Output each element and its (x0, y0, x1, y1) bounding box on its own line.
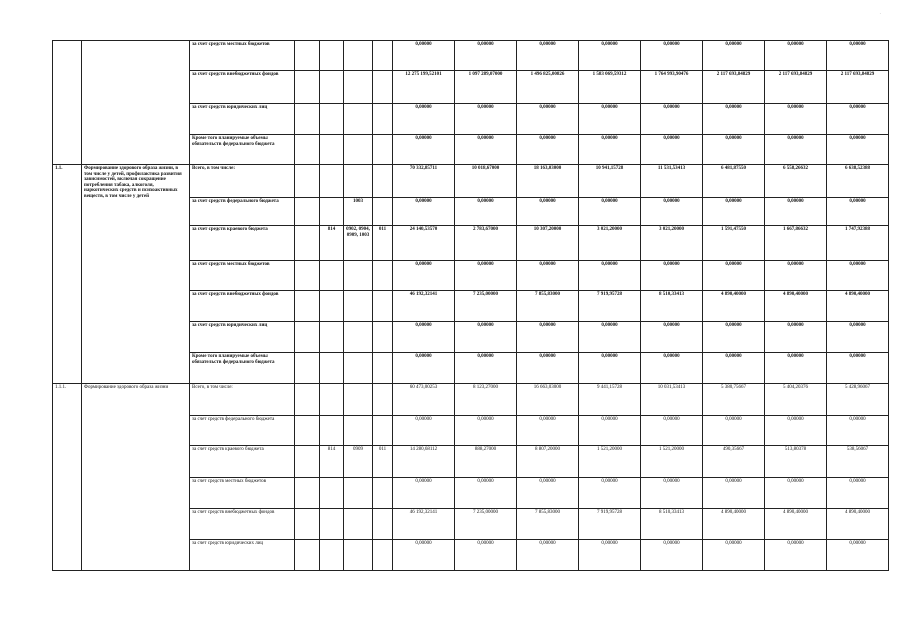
empty-code-cell (295, 540, 320, 571)
section-code-cell (344, 509, 373, 540)
amount-cell: 46 192,32141 (393, 291, 455, 322)
grbs-code-cell (320, 353, 344, 384)
amount-cell: 0,00000 (579, 353, 641, 384)
item-name-cell: Формирование здорового образа жизни, в том числе у детей, профилактика развития зависимостей, включая сокращение потребления табака, алкоголя, наркотических средств и психоактивных веществ, в том числе у детей (82, 165, 190, 384)
target-code-cell (373, 198, 393, 226)
page-corner-mark: · (879, 12, 881, 17)
amount-cell: 6 481,87550 (703, 165, 765, 198)
section-code-cell (344, 165, 373, 198)
item-name-cell: Формирование здорового образа жизни (82, 384, 190, 571)
amount-cell: 0,00000 (703, 416, 765, 446)
empty-code-cell (295, 322, 320, 353)
amount-cell: 7 919,95728 (579, 291, 641, 322)
grbs-code-cell (320, 322, 344, 353)
empty-code-cell (295, 509, 320, 540)
amount-cell: 0,00000 (641, 104, 703, 135)
empty-code-cell (295, 71, 320, 104)
amount-cell: 4 890,40000 (827, 509, 889, 540)
funding-source-cell: Кроме того планируемые объемы обязательств федерального бюджета (190, 353, 295, 384)
amount-cell: 2 117 693,84829 (765, 71, 827, 104)
amount-cell: 2 117 693,84829 (827, 71, 889, 104)
funding-source-cell: Всего, в том числе: (190, 384, 295, 416)
amount-cell: 0,00000 (517, 261, 579, 291)
target-code-cell (373, 104, 393, 135)
amount-cell: 6 558,26632 (765, 165, 827, 198)
amount-cell: 0,00000 (765, 478, 827, 509)
amount-cell: 490,35667 (703, 446, 765, 478)
amount-cell: 0,00000 (765, 416, 827, 446)
amount-cell: 5 404,20376 (765, 384, 827, 416)
amount-cell: 0,00000 (517, 104, 579, 135)
amount-cell: 0,00000 (765, 41, 827, 71)
funding-source-cell: Всего, в том числе: (190, 165, 295, 198)
amount-cell: 12 275 199,52101 (393, 71, 455, 104)
amount-cell: 0,00000 (517, 416, 579, 446)
amount-cell: 0,00000 (393, 198, 455, 226)
amount-cell: 0,00000 (765, 198, 827, 226)
grbs-code-cell (320, 540, 344, 571)
amount-cell: 10 307,20000 (517, 226, 579, 261)
amount-cell: 0,00000 (703, 41, 765, 71)
amount-cell: 0,00000 (517, 135, 579, 165)
amount-cell: 0,00000 (517, 478, 579, 509)
empty-code-cell (295, 384, 320, 416)
document-page (52, 40, 888, 571)
amount-cell: 14 280,68112 (393, 446, 455, 478)
section-code-cell (344, 71, 373, 104)
amount-cell: 0,00000 (455, 353, 517, 384)
amount-cell: 10 018,67000 (455, 165, 517, 198)
amount-cell: 1 097 289,07000 (455, 71, 517, 104)
amount-cell: 70 332,85711 (393, 165, 455, 198)
item-number-cell: 1.1. (53, 165, 82, 384)
amount-cell: 0,00000 (393, 540, 455, 571)
section-code-cell: 0909 (344, 446, 373, 478)
section-code-cell: 0902, 0904, 0909, 1003 (344, 226, 373, 261)
amount-cell: 0,00000 (455, 198, 517, 226)
empty-code-cell (295, 104, 320, 135)
amount-cell: 0,00000 (703, 261, 765, 291)
empty-code-cell (295, 353, 320, 384)
amount-cell: 6 638,52388 (827, 165, 889, 198)
amount-cell: 0,00000 (641, 41, 703, 71)
amount-cell: 0,00000 (579, 104, 641, 135)
amount-cell: 8 510,33413 (641, 509, 703, 540)
target-code-cell (373, 509, 393, 540)
grbs-code-cell: 814 (320, 446, 344, 478)
amount-cell: 46 192,32141 (393, 509, 455, 540)
amount-cell: 3 021,20000 (641, 226, 703, 261)
amount-cell: 0,00000 (703, 478, 765, 509)
amount-cell: 0,00000 (765, 104, 827, 135)
amount-cell: 0,00000 (455, 104, 517, 135)
amount-cell: 0,00000 (827, 135, 889, 165)
amount-cell: 0,00000 (703, 540, 765, 571)
amount-cell: 7 235,00000 (455, 291, 517, 322)
funding-source-cell: Кроме того планируемые объемы обязательств федерального бюджета (190, 135, 295, 165)
amount-cell: 0,00000 (827, 41, 889, 71)
amount-cell: 0,00000 (517, 540, 579, 571)
target-code-cell (373, 478, 393, 509)
amount-cell: 1 591,47550 (703, 226, 765, 261)
target-code-cell (373, 353, 393, 384)
empty-code-cell (295, 478, 320, 509)
amount-cell: 0,00000 (517, 198, 579, 226)
funding-source-cell: за счет средств краевого бюджета (190, 446, 295, 478)
amount-cell: 0,00000 (393, 261, 455, 291)
amount-cell: 0,00000 (703, 198, 765, 226)
target-code-cell (373, 135, 393, 165)
amount-cell: 0,00000 (827, 322, 889, 353)
amount-cell: 0,00000 (765, 135, 827, 165)
funding-source-cell: за счет средств юридических лиц (190, 104, 295, 135)
table-row (53, 165, 889, 198)
grbs-code-cell (320, 71, 344, 104)
section-code-cell (344, 540, 373, 571)
amount-cell: 0,00000 (827, 261, 889, 291)
amount-cell: 0,00000 (455, 322, 517, 353)
amount-cell: 0,00000 (641, 416, 703, 446)
amount-cell: 513,80378 (765, 446, 827, 478)
amount-cell: 0,00000 (641, 135, 703, 165)
amount-cell: 7 855,83000 (517, 509, 579, 540)
amount-cell: 0,00000 (765, 540, 827, 571)
amount-cell: 1 667,86632 (765, 226, 827, 261)
amount-cell: 8 510,33413 (641, 291, 703, 322)
funding-source-cell: за счет средств местных бюджетов (190, 478, 295, 509)
amount-cell: 0,00000 (765, 322, 827, 353)
amount-cell: 0,00000 (455, 261, 517, 291)
empty-code-cell (295, 446, 320, 478)
target-code-cell (373, 261, 393, 291)
amount-cell: 0,00000 (579, 416, 641, 446)
funding-source-cell: за счет средств юридических лиц (190, 540, 295, 571)
amount-cell: 0,00000 (703, 353, 765, 384)
amount-cell: 9 441,15728 (579, 384, 641, 416)
target-code-cell (373, 41, 393, 71)
section-code-cell (344, 135, 373, 165)
empty-code-cell (295, 416, 320, 446)
amount-cell: 0,00000 (827, 478, 889, 509)
funding-source-cell: за счет средств федерального бюджета (190, 416, 295, 446)
amount-cell: 1 496 825,00826 (517, 71, 579, 104)
amount-cell: 0,00000 (641, 540, 703, 571)
amount-cell: 2 117 693,84829 (703, 71, 765, 104)
amount-cell: 0,00000 (455, 135, 517, 165)
amount-cell: 0,00000 (455, 478, 517, 509)
amount-cell: 5 380,75667 (703, 384, 765, 416)
section-code-cell (344, 478, 373, 509)
grbs-code-cell (320, 41, 344, 71)
amount-cell: 0,00000 (827, 540, 889, 571)
empty-code-cell (295, 135, 320, 165)
table-row (53, 384, 889, 416)
amount-cell: 0,00000 (455, 41, 517, 71)
amount-cell: 0,00000 (641, 322, 703, 353)
grbs-code-cell (320, 384, 344, 416)
amount-cell: 1 764 993,90476 (641, 71, 703, 104)
section-code-cell (344, 291, 373, 322)
funding-source-cell: за счет средств юридических лиц (190, 322, 295, 353)
grbs-code-cell: 814 (320, 226, 344, 261)
section-code-cell (344, 104, 373, 135)
funding-source-cell: за счет средств местных бюджетов (190, 41, 295, 71)
amount-cell: 0,00000 (827, 104, 889, 135)
budget-table (52, 40, 889, 571)
target-code-cell: 011 (373, 226, 393, 261)
grbs-code-cell (320, 135, 344, 165)
amount-cell: 1 521,20000 (641, 446, 703, 478)
section-code-cell (344, 41, 373, 71)
funding-source-cell: за счет средств федерального бюджета (190, 198, 295, 226)
amount-cell: 1 747,92388 (827, 226, 889, 261)
amount-cell: 4 890,40000 (765, 509, 827, 540)
funding-source-cell: за счет средств внебюджетных фондов (190, 71, 295, 104)
empty-code-cell (295, 165, 320, 198)
empty-code-cell (295, 41, 320, 71)
target-code-cell (373, 384, 393, 416)
amount-cell: 538,56067 (827, 446, 889, 478)
funding-source-cell: за счет средств местных бюджетов (190, 261, 295, 291)
item-name-cell (82, 41, 190, 165)
amount-cell: 0,00000 (579, 540, 641, 571)
amount-cell: 0,00000 (579, 135, 641, 165)
amount-cell: 4 890,40000 (765, 291, 827, 322)
amount-cell: 5 428,96067 (827, 384, 889, 416)
amount-cell: 4 890,40000 (827, 291, 889, 322)
amount-cell: 24 140,53570 (393, 226, 455, 261)
amount-cell: 11 531,53413 (641, 165, 703, 198)
empty-code-cell (295, 261, 320, 291)
amount-cell: 0,00000 (765, 353, 827, 384)
amount-cell: 0,00000 (641, 261, 703, 291)
amount-cell: 0,00000 (393, 478, 455, 509)
grbs-code-cell (320, 291, 344, 322)
amount-cell: 3 021,20000 (579, 226, 641, 261)
amount-cell: 8 123,27000 (455, 384, 517, 416)
item-number-cell: 1.1.1. (53, 384, 82, 571)
amount-cell: 0,00000 (641, 478, 703, 509)
amount-cell: 0,00000 (579, 261, 641, 291)
section-code-cell (344, 353, 373, 384)
amount-cell: 16 663,03000 (517, 384, 579, 416)
amount-cell: 0,00000 (827, 198, 889, 226)
funding-source-cell: за счет средств краевого бюджета (190, 226, 295, 261)
amount-cell: 0,00000 (393, 41, 455, 71)
amount-cell: 0,00000 (517, 353, 579, 384)
section-code-cell (344, 322, 373, 353)
grbs-code-cell (320, 198, 344, 226)
amount-cell: 0,00000 (703, 104, 765, 135)
amount-cell: 888,27000 (455, 446, 517, 478)
table-row (53, 41, 889, 71)
section-code-cell: 1003 (344, 198, 373, 226)
empty-code-cell (295, 226, 320, 261)
grbs-code-cell (320, 261, 344, 291)
amount-cell: 0,00000 (393, 322, 455, 353)
target-code-cell: 011 (373, 446, 393, 478)
amount-cell: 0,00000 (579, 478, 641, 509)
amount-cell: 1 583 069,59312 (579, 71, 641, 104)
amount-cell: 0,00000 (517, 41, 579, 71)
amount-cell: 0,00000 (393, 135, 455, 165)
amount-cell: 7 855,83000 (517, 291, 579, 322)
amount-cell: 18 163,03000 (517, 165, 579, 198)
amount-cell: 2 783,67000 (455, 226, 517, 261)
target-code-cell (373, 165, 393, 198)
amount-cell: 7 235,00000 (455, 509, 517, 540)
target-code-cell (373, 322, 393, 353)
amount-cell: 0,00000 (827, 353, 889, 384)
amount-cell: 7 919,95728 (579, 509, 641, 540)
amount-cell: 0,00000 (827, 416, 889, 446)
empty-code-cell (295, 291, 320, 322)
amount-cell: 4 890,40000 (703, 291, 765, 322)
amount-cell: 0,00000 (393, 104, 455, 135)
target-code-cell (373, 291, 393, 322)
grbs-code-cell (320, 509, 344, 540)
amount-cell: 0,00000 (393, 416, 455, 446)
funding-source-cell: за счет средств внебюджетных фондов (190, 291, 295, 322)
amount-cell: 60 473,00253 (393, 384, 455, 416)
amount-cell: 0,00000 (641, 198, 703, 226)
amount-cell: 0,00000 (579, 41, 641, 71)
funding-source-cell: за счет средств внебюджетных фондов (190, 509, 295, 540)
empty-code-cell (295, 198, 320, 226)
item-number-cell (53, 41, 82, 165)
amount-cell: 0,00000 (703, 322, 765, 353)
target-code-cell (373, 540, 393, 571)
section-code-cell (344, 384, 373, 416)
amount-cell: 0,00000 (393, 353, 455, 384)
target-code-cell (373, 416, 393, 446)
amount-cell: 0,00000 (455, 540, 517, 571)
amount-cell: 0,00000 (517, 322, 579, 353)
amount-cell: 0,00000 (703, 135, 765, 165)
amount-cell: 0,00000 (455, 416, 517, 446)
amount-cell: 0,00000 (765, 261, 827, 291)
amount-cell: 10 941,15728 (579, 165, 641, 198)
amount-cell: 8 807,20000 (517, 446, 579, 478)
section-code-cell (344, 416, 373, 446)
amount-cell: 0,00000 (579, 322, 641, 353)
amount-cell: 0,00000 (641, 353, 703, 384)
grbs-code-cell (320, 478, 344, 509)
amount-cell: 4 890,40000 (703, 509, 765, 540)
amount-cell: 1 521,20000 (579, 446, 641, 478)
grbs-code-cell (320, 104, 344, 135)
grbs-code-cell (320, 165, 344, 198)
amount-cell: 10 031,53413 (641, 384, 703, 416)
amount-cell: 0,00000 (579, 198, 641, 226)
target-code-cell (373, 71, 393, 104)
grbs-code-cell (320, 416, 344, 446)
section-code-cell (344, 261, 373, 291)
